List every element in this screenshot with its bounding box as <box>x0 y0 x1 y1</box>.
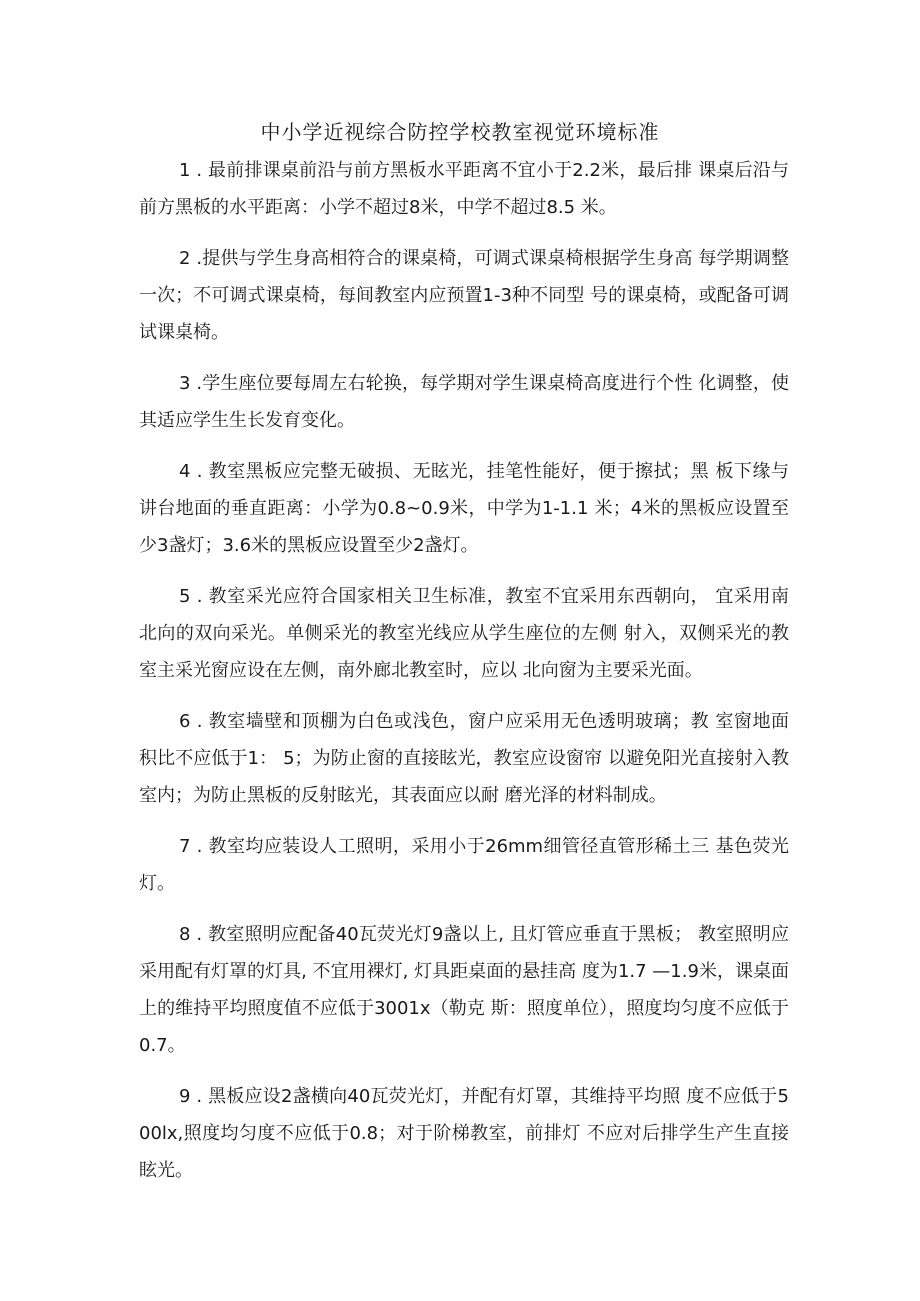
paragraph-9: 9 . 黑板应设2盏横向40瓦荧光灯，并配有灯罩，其维持平均照 度不应低于500lx,照度均匀度不应低于0.8；对于阶梯教室，前排灯 不应对后排学生产生直接眩光。 <box>139 1086 789 1181</box>
paragraph-7: 7 . 教室均应装设人工照明，采用小于26mm细管径直管形稀土三 基色荧光灯。 <box>139 836 789 894</box>
page-title: 中小学近视综合防控学校教室视觉环境标准 <box>260 120 660 144</box>
paragraph-5: 5 . 教室采光应符合国家相关卫生标准，教室不宜采用东西朝向， 宜采用南北向的双向采光。单侧采光的教室光线应从学生座位的左侧 射入，双侧采光的教室主采光窗应设在左侧，南外廊北教室时，应以 北向窗为主要采光面。 <box>139 586 789 681</box>
document-body <box>139 152 789 1203</box>
paragraph-2: 2 .提供与学生身高相符合的课桌椅，可调式课桌椅根据学生身高 每学期调整一次；不可调式课桌椅，每间教室内应预置1-3种不同型 号的课桌椅，或配备可调试课桌椅。 <box>139 248 789 343</box>
paragraph-6: 6 . 教室墙壁和顶棚为白色或浅色，窗户应采用无色透明玻璃；教 室窗地面积比不应低于1： 5；为防止窗的直接眩光，教室应设窗帘 以避免阳光直接射入教室内；为防止黑板的反射眩光，其表面应以耐 磨光泽的材料制成。 <box>139 711 789 806</box>
paragraph-4: 4 . 教室黑板应完整无破损、无眩光，挂笔性能好，便于擦拭；黑 板下缘与讲台地面的垂直距离：小学为0.8~0.9米，中学为1-1.1 米；4米的黑板应设置至少3盏灯；3.6米的黑板应设置至少2盏灯。 <box>139 461 789 556</box>
paragraph-8: 8 . 教室照明应配备40瓦荧光灯9盏以上, 且灯管应垂直于黑板； 教室照明应采用配有灯罩的灯具, 不宜用裸灯, 灯具距桌面的悬挂高 度为1.7 —1.9米，课桌面上的维持平均照度值不应低于3001x（勒克 斯：照度单位），照度均匀度不应低于0.7。 <box>139 924 789 1056</box>
paragraph-3: 3 .学生座位要每周左右轮换，每学期对学生课桌椅高度进行个性 化调整，使其适应学生生长发育变化。 <box>139 373 789 431</box>
paragraph-1: 1 . 最前排课桌前沿与前方黑板水平距离不宜小于2.2米，最后排 课桌后沿与前方黑板的水平距离：小学不超过8米，中学不超过8.5 米。 <box>139 160 789 218</box>
